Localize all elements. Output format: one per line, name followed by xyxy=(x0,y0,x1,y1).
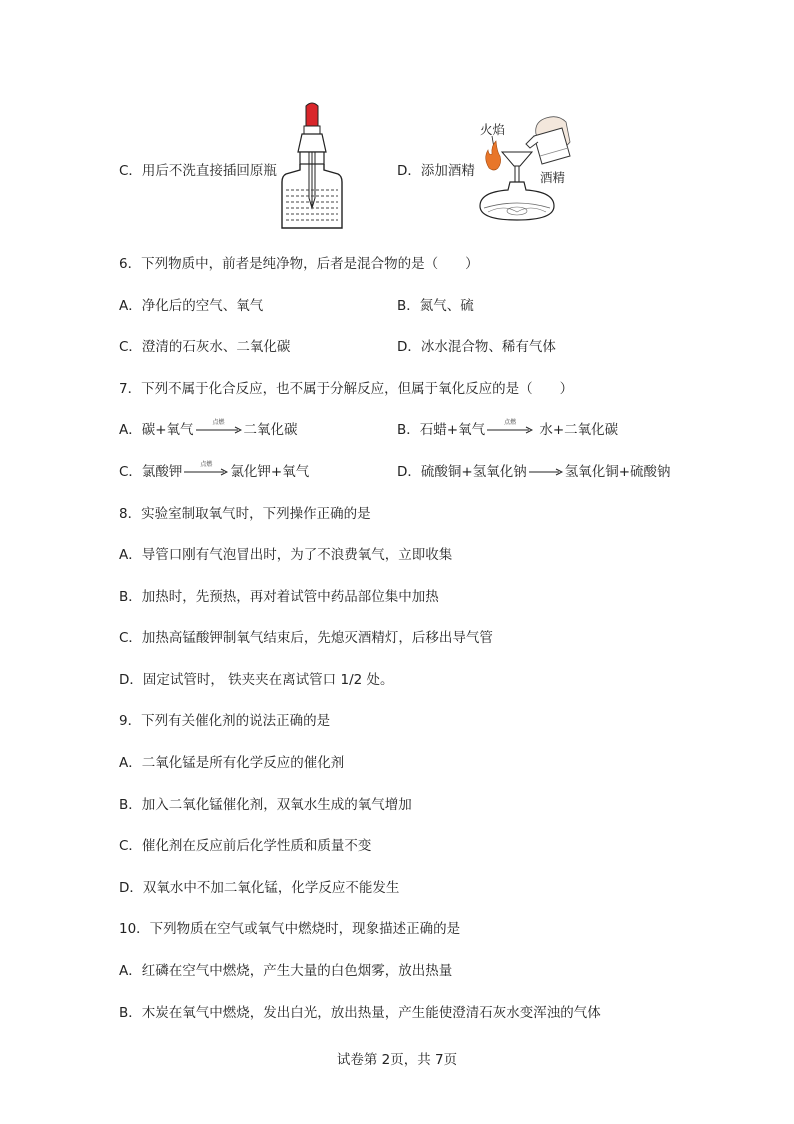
q7-c-reactants: C．氯酸钾 xyxy=(119,464,183,480)
q10-option-b: B．木炭在氧气中燃烧，发出白光，放出热量，产生能使澄清石灰水变浑浊的气体 xyxy=(119,1005,601,1021)
q8-option-d: D．固定试管时， 铁夹夹在离试管口 1/2 处。 xyxy=(119,672,394,688)
alcohol-label: 酒精 xyxy=(540,170,566,185)
arrow-condition: 点燃 xyxy=(212,419,225,426)
q7-option-d xyxy=(397,463,671,481)
q7-d-products: 氢氧化铜+硫酸钠 xyxy=(564,464,671,480)
reaction-arrow xyxy=(529,468,563,476)
q7-a-reactants: A．碳+氧气 xyxy=(119,422,194,438)
q8-option-b: B．加热时，先预热，再对着试管中药品部位集中加热 xyxy=(119,589,439,605)
q7-stem: 7．下列不属于化合反应，也不属于分解反应，但属于氧化反应的是（ ） xyxy=(119,381,574,397)
q5-option-d: D．添加酒精 xyxy=(397,163,475,179)
arrow-condition: 点燃 xyxy=(504,419,517,426)
q7-a-products: 二氧化碳 xyxy=(243,422,298,438)
q7-b-products: 水+二氧化碳 xyxy=(539,422,619,438)
flame-shape xyxy=(486,141,501,170)
alcohol-lamp-figure xyxy=(474,108,574,226)
flame-label: 火焰 xyxy=(480,122,506,137)
dropper-bottle-figure xyxy=(276,100,348,232)
page-footer: 试卷第 2页，共 7页 xyxy=(336,1052,458,1068)
q8-option-c: C．加热高锰酸钾制氧气结束后，先熄灭酒精灯，后移出导气管 xyxy=(119,630,493,646)
q6-option-c: C．澄清的石灰水、二氧化碳 xyxy=(119,339,291,355)
q6-option-d: D．冰水混合物、稀有气体 xyxy=(397,339,556,355)
q8-stem: 8．实验室制取氧气时，下列操作正确的是 xyxy=(119,506,371,522)
q9-option-d: D．双氧水中不加二氧化锰，化学反应不能发生 xyxy=(119,880,400,896)
reaction-arrow xyxy=(196,419,242,434)
q10-option-a: A．红磷在空气中燃烧，产生大量的白色烟雾，放出热量 xyxy=(119,963,453,979)
reaction-arrow xyxy=(184,461,228,476)
q7-d-reactants: D．硫酸铜+氢氧化钠 xyxy=(397,464,527,480)
q9-option-a: A．二氧化锰是所有化学反应的催化剂 xyxy=(119,755,345,771)
q9-option-c: C．催化剂在反应前后化学性质和质量不变 xyxy=(119,838,372,854)
q5-option-c: C．用后不洗直接插回原瓶 xyxy=(119,163,277,179)
reaction-arrow xyxy=(487,419,533,434)
q6-stem: 6．下列物质中，前者是纯净物，后者是混合物的是（ ） xyxy=(119,256,479,272)
q8-option-a: A．导管口刚有气泡冒出时，为了不浪费氧气，立即收集 xyxy=(119,547,453,563)
q6-option-b: B．氮气、硫 xyxy=(397,298,474,314)
q7-b-reactants: B．石蜡+氧气 xyxy=(397,422,486,438)
q6-option-a: A．净化后的空气、氧气 xyxy=(119,298,264,314)
dropper-bulb xyxy=(306,103,318,129)
q9-stem: 9．下列有关催化剂的说法正确的是 xyxy=(119,713,331,729)
q7-c-products: 氯化钾+氧气 xyxy=(230,464,310,480)
q7-option-b xyxy=(397,421,618,439)
q10-stem: 10．下列物质在空气或氧气中燃烧时，现象描述正确的是 xyxy=(119,921,461,937)
arrow-condition: 点燃 xyxy=(200,461,213,468)
q7-option-c xyxy=(119,463,309,481)
q7-option-a xyxy=(119,421,298,439)
q9-option-b: B．加入二氧化锰催化剂，双氧水生成的氧气增加 xyxy=(119,797,412,813)
